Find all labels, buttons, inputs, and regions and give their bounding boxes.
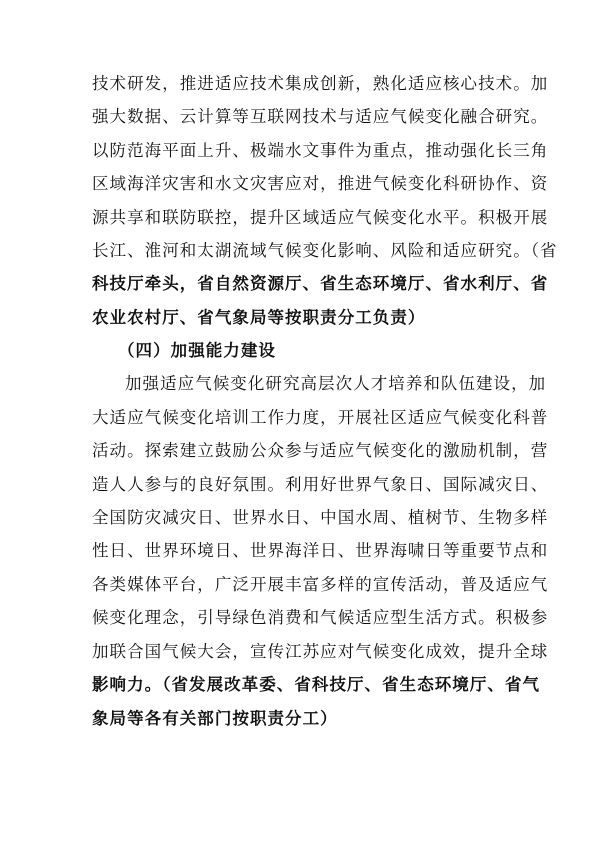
paragraph-line: 造人人参与的良好氛围。利用好世界气象日、国际减灾日、 bbox=[92, 475, 549, 494]
paragraph-line: 候变化理念，引导绿色消费和气候适应型生活方式。积极参 bbox=[92, 608, 549, 627]
paragraph-line: 以防范海平面上升、极端水文事件为重点，推动强化长三角 bbox=[92, 141, 549, 160]
paragraph-line: 源共享和联防联控，提升区域适应气候变化水平。积极开展 bbox=[92, 208, 549, 227]
paragraph-line: 性日、世界环境日、世界海洋日、世界海啸日等重要节点和 bbox=[92, 541, 549, 560]
responsibility-note-line: 象局等各有关部门按职责分工） bbox=[92, 709, 338, 728]
paragraph-line: 大适应气候变化培训工作力度，开展社区适应气候变化科普 bbox=[92, 408, 549, 427]
responsibility-note-line: 影响力。（省发展改革委、省科技厅、省生态环境厅、省气 bbox=[92, 675, 541, 694]
paragraph-line: 技术研发，推进适应技术集成创新，熟化适应核心技术。加 bbox=[92, 74, 549, 93]
section-heading: （四）加强能力建设 bbox=[118, 341, 276, 360]
responsibility-note-line: 农业农村厅、省气象局等按职责分工负责） bbox=[92, 308, 426, 327]
paragraph-line: 活动。探索建立鼓励公众参与适应气候变化的激励机制，营 bbox=[92, 441, 549, 460]
paragraph-line: 全国防灾减灾日、世界水日、中国水周、植树节、生物多样 bbox=[92, 508, 549, 527]
paragraph-line: 区域海洋灾害和水文灾害应对，推进气候变化科研协作、资 bbox=[92, 174, 549, 193]
paragraph-line: 长江、淮河和太湖流域气候变化影响、风险和适应研究。（省 bbox=[92, 241, 558, 260]
paragraph-line: 加联合国气候大会，宣传江苏应对气候变化成效，提升全球 bbox=[92, 642, 549, 661]
responsibility-note-line: 科技厅牵头，省自然资源厅、省生态环境厅、省水利厅、省 bbox=[92, 274, 549, 293]
paragraph-line: 加强适应气候变化研究高层次人才培养和队伍建设，加 bbox=[125, 374, 547, 393]
paragraph-line: 强大数据、云计算等互联网技术与适应气候变化融合研究。 bbox=[92, 107, 549, 126]
paragraph-line: 各类媒体平台，广泛开展丰富多样的宣传活动，普及适应气 bbox=[92, 575, 549, 594]
